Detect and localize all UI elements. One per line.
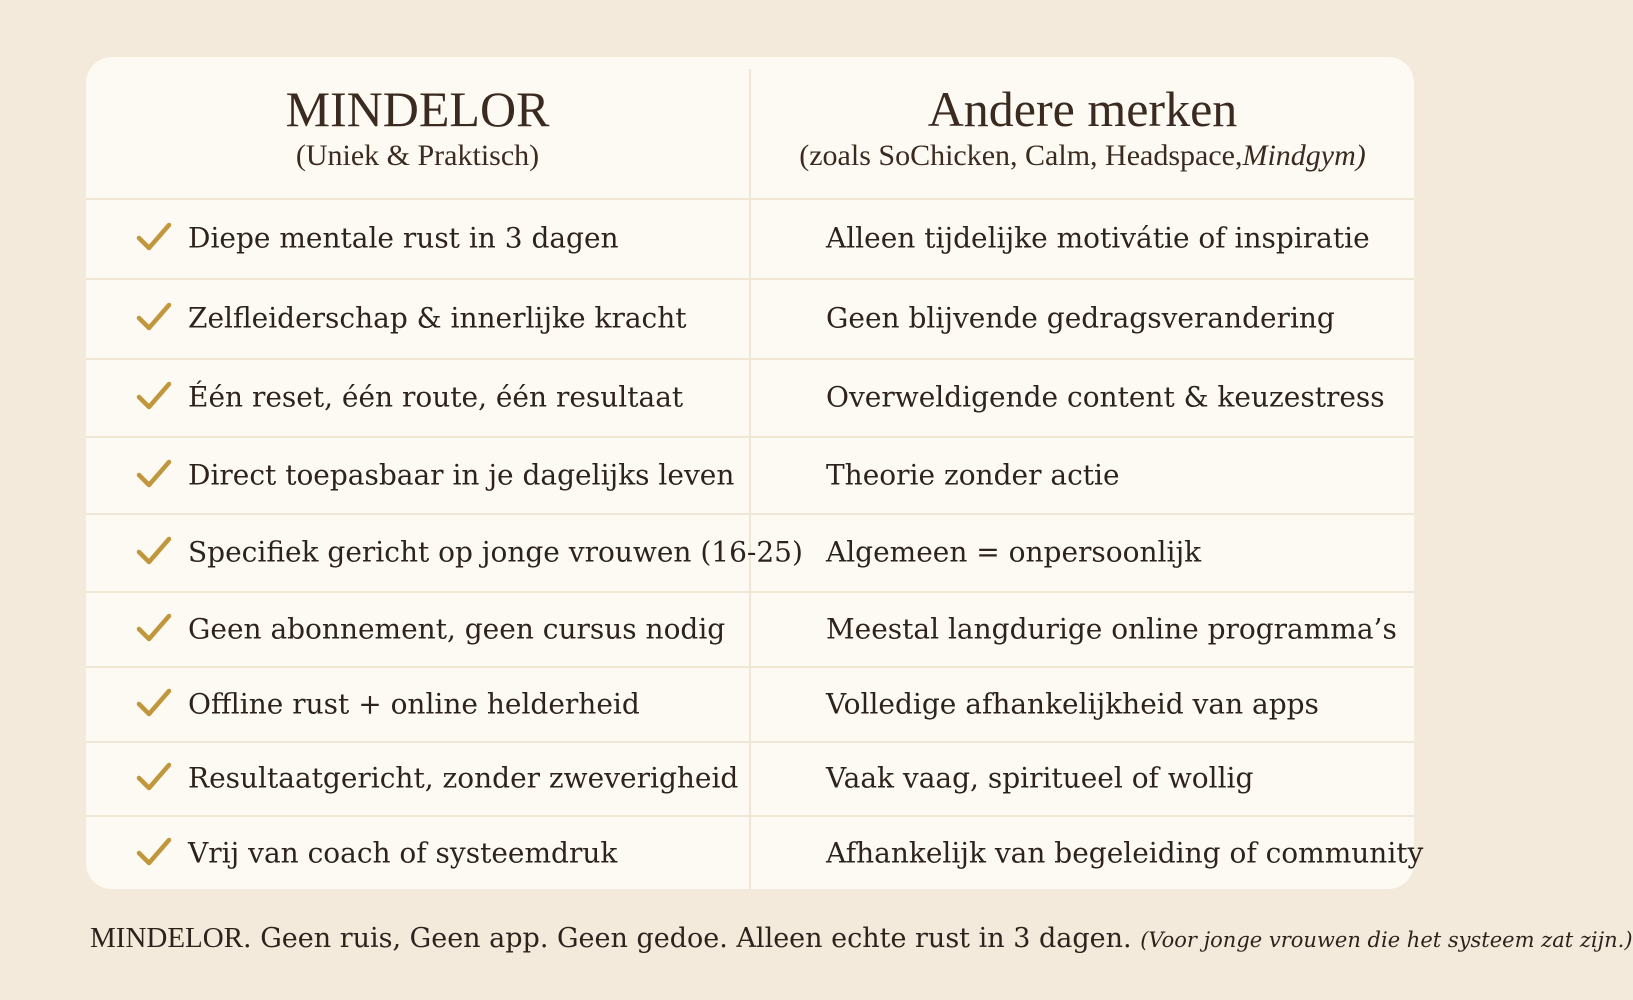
others-subtitle-italic: Mindgym) (1242, 139, 1366, 172)
comparison-row (86, 593, 1414, 668)
comparison-rows (86, 200, 1424, 891)
others-drawback: Alleen tijdelijke motivátie of inspiratie (826, 221, 1370, 255)
comparison-row (86, 743, 1414, 817)
footer-brand: MINDELOR (90, 922, 244, 954)
comparison-row (86, 280, 1414, 360)
check-icon (136, 836, 172, 868)
others-subtitle (751, 137, 1414, 175)
others-drawback: Afhankelijk van begeleiding of community (826, 836, 1424, 870)
others-subtitle-prefix: (zoals SoChicken, Calm, Headspace, (799, 139, 1243, 172)
mindelor-benefit: Diepe mentale rust in 3 dagen (188, 221, 619, 255)
others-drawback: Vaak vaag, spiritueel of wollig (826, 761, 1254, 795)
mindelor-benefit: Offline rust + online helderheid (188, 686, 640, 720)
comparison-row (86, 817, 1424, 891)
check-icon (136, 380, 172, 412)
comparison-row (86, 668, 1414, 743)
check-icon (136, 221, 172, 253)
others-drawback: Volledige afhankelijkheid van apps (826, 686, 1319, 720)
mindelor-benefit: Één reset, één route, één resultaat (188, 380, 684, 414)
footer-note: (Voor jonge vrouwen die het systeem zat zijn.) (1140, 928, 1633, 952)
others-drawback: Geen blijvende gedragsverandering (826, 301, 1335, 335)
mindelor-column-header (86, 57, 749, 198)
others-drawback: Meestal langdurige online programma’s (826, 611, 1397, 645)
mindelor-benefit: Resultaatgericht, zonder zweverigheid (188, 761, 739, 795)
check-icon (136, 761, 172, 793)
footer-tagline (90, 918, 1633, 960)
comparison-row (86, 438, 1414, 515)
check-icon (136, 687, 172, 719)
mindelor-benefit: Specifiek gericht op jonge vrouwen (16-25) (188, 535, 803, 569)
check-icon (136, 458, 172, 490)
others-column-header (751, 57, 1414, 198)
others-title: Andere merken (927, 81, 1238, 137)
comparison-row (86, 200, 1414, 280)
check-icon (136, 612, 172, 644)
others-drawback: Theorie zonder actie (826, 457, 1120, 491)
comparison-row (86, 515, 1414, 593)
footer-text: . Geen ruis, Geen app. Geen gedoe. Alleen echte rust in 3 dagen. (243, 923, 1132, 954)
others-drawback: Overweldigende content & keuzestress (826, 380, 1385, 414)
comparison-row (86, 360, 1414, 438)
check-icon (136, 301, 172, 333)
check-icon (136, 535, 172, 567)
mindelor-benefit: Geen abonnement, geen cursus nodig (188, 611, 726, 645)
comparison-card (86, 57, 1424, 889)
mindelor-subtitle: (Uniek & Praktisch) (295, 139, 540, 172)
mindelor-benefit: Vrij van coach of systeemdruk (188, 836, 618, 870)
others-drawback: Algemeen = onpersoonlijk (826, 535, 1202, 569)
mindelor-benefit: Zelfleiderschap & innerlijke kracht (188, 301, 687, 335)
mindelor-benefit: Direct toepasbaar in je dagelijks leven (188, 457, 735, 491)
comparison-header (86, 57, 1414, 200)
mindelor-title: MINDELOR (285, 81, 550, 137)
